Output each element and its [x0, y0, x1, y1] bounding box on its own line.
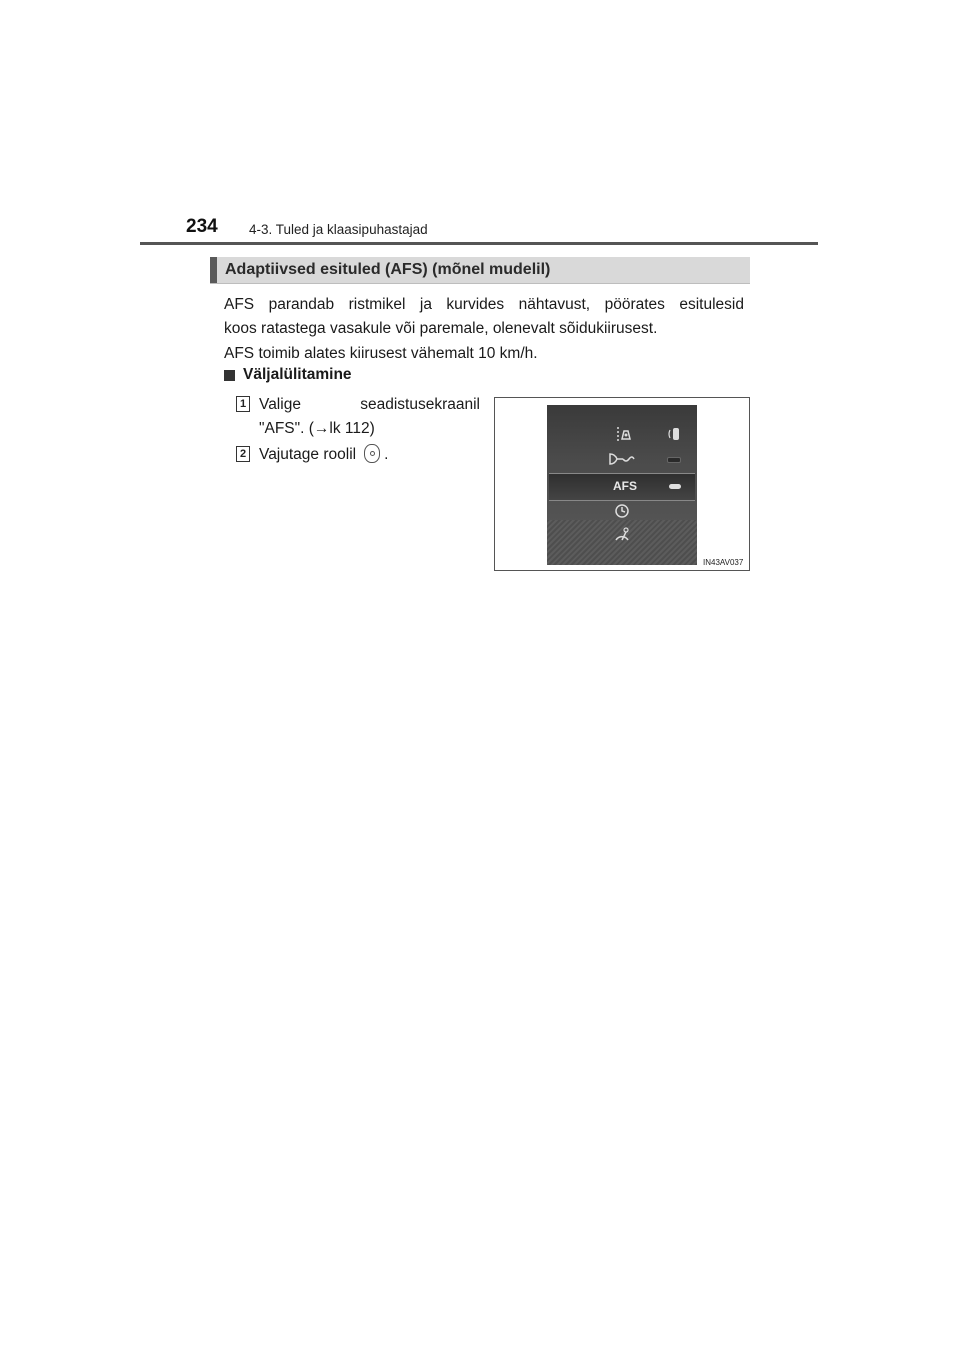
headlight-icon — [607, 451, 635, 467]
running-header: 4-3. Tuled ja klaasipuhastajad — [249, 222, 428, 237]
afs-menu-row — [549, 473, 695, 501]
header-rule — [140, 242, 818, 245]
section-title: Adaptiivsed esituled (AFS) (mõnel mudelil) — [225, 261, 551, 278]
radar-icon — [667, 425, 683, 443]
step-2-badge: 2 — [236, 446, 250, 462]
instrument-display-figure — [494, 397, 750, 571]
step-2-text-before: Vajutage roolil — [259, 446, 357, 463]
intro-line-1: AFS parandab ristmikel ja kurvides nähtavust, pöörates esitulesid — [224, 296, 744, 313]
step-2-text — [259, 443, 388, 467]
intro-line-2: koos ratastega vasakule või paremale, olenevalt sõidukiirusest. — [224, 320, 658, 337]
step-1-text — [259, 393, 480, 441]
step-1-line-2: "AFS". (→lk 112) — [259, 420, 375, 437]
figure-code: IN43AV037 — [703, 558, 744, 567]
section-bar-accent — [210, 257, 217, 283]
trip-icon — [613, 525, 631, 543]
speed-paragraph: AFS toimib alates kiirusest vähemalt 10 km/h. — [224, 345, 538, 362]
clock-icon — [614, 503, 630, 519]
steering-switch-icon — [364, 444, 380, 463]
settings-screen — [547, 405, 697, 565]
afs-indicator-on — [669, 484, 681, 489]
step-2-text-after: . — [384, 446, 389, 463]
section-heading-bar — [210, 257, 750, 284]
subsection-title: Väljalülitamine — [243, 366, 352, 383]
step-1-badge: 1 — [236, 396, 250, 412]
lane-assist-icon — [615, 425, 633, 443]
square-bullet-icon — [224, 370, 235, 381]
step-1-line-1: Valige seadistusekraanil — [259, 396, 480, 413]
afs-menu-label: AFS — [613, 479, 637, 493]
page-number: 234 — [186, 216, 218, 237]
indicator-off — [667, 457, 681, 463]
subsection-heading — [224, 366, 352, 384]
intro-paragraph — [224, 293, 744, 341]
